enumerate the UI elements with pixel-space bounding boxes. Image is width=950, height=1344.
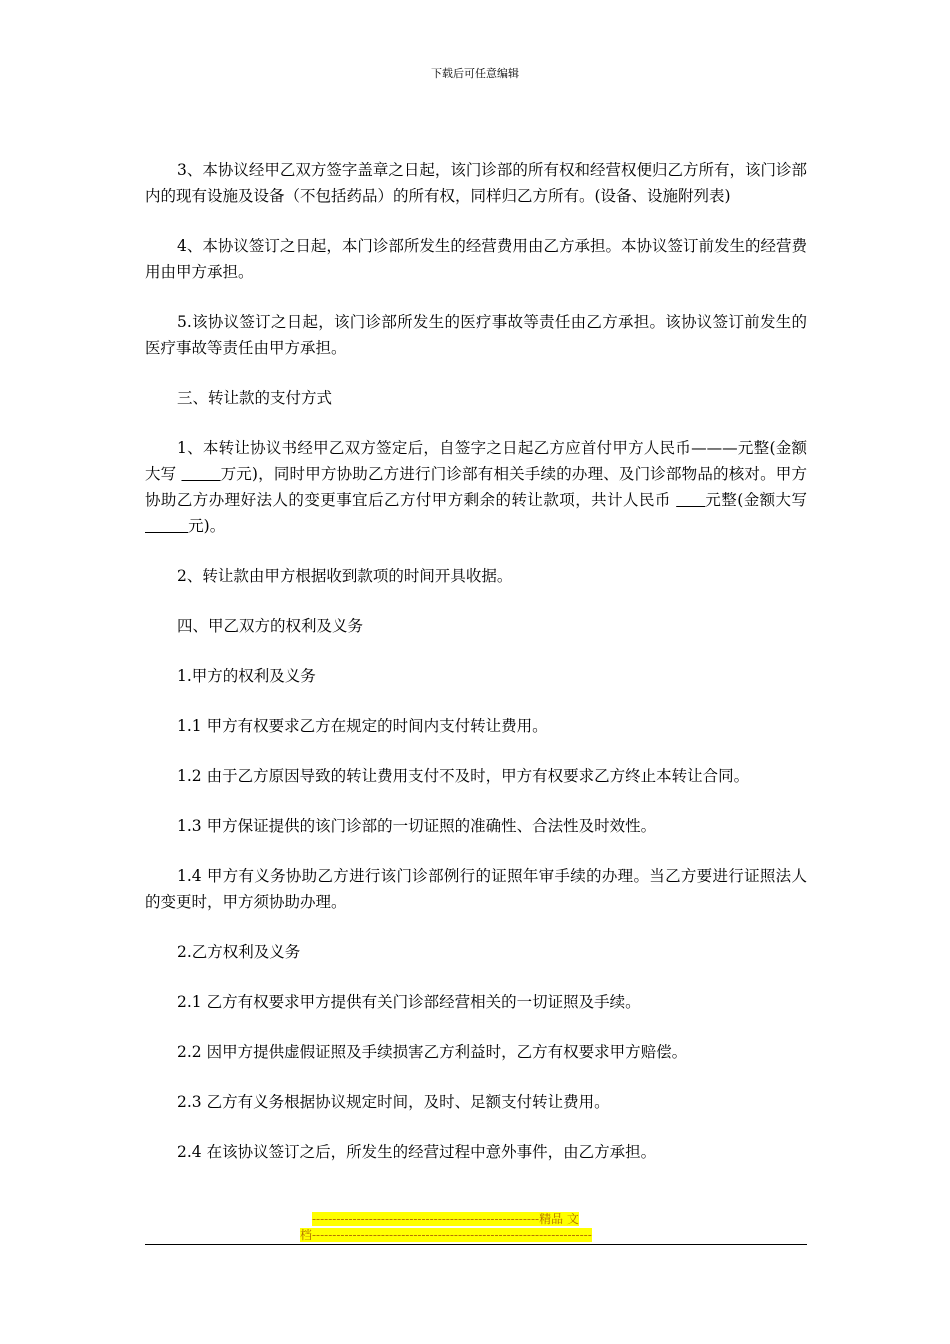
subheading-party-a: 1.甲方的权利及义务: [177, 667, 316, 685]
paragraph-1-2: 1.2 由于乙方原因导致的转让费用支付不及时，甲方有权要求乙方终止本转让合同。: [177, 767, 750, 785]
amount-blank-2: [676, 490, 705, 509]
payment-text-2: 万元)，同时甲方协助乙方进行门诊部有相关手续的办理、及门诊部物品的核对。甲方协助乙方办理好法人的变更事宜后乙方付甲方剩余的转让款项，共计人民币: [145, 465, 807, 509]
paragraph-1-3: 1.3 甲方保证提供的该门诊部的一切证照的准确性、合法性及时效性。: [177, 817, 657, 835]
footer-line-1: [300, 1211, 652, 1227]
paragraph-2-3: 2.3 乙方有义务根据协议规定时间，及时、足额支付转让费用。: [177, 1093, 610, 1111]
paragraph-2-4: 2.4 在该协议签订之后，所发生的经营过程中意外事件，由乙方承担。: [177, 1143, 657, 1161]
payment-text-4: 元)。: [188, 517, 226, 535]
paragraph-2-1: 2.1 乙方有权要求甲方提供有关门诊部经营相关的一切证照及手续。: [177, 993, 641, 1011]
paragraph-clause-5: 5.该协议签订之日起，该门诊部所发生的医疗事故等责任由乙方承担。该协议签订前发生的医疗事故等责任由甲方承担。: [145, 313, 807, 357]
footer-text-2: 档---------------------------------------------------------------------: [300, 1228, 592, 1242]
amount-blank-1: [181, 464, 220, 483]
amount-blank-3: [145, 516, 188, 535]
footer-rule: [145, 1244, 807, 1245]
paragraph-payment-1: [145, 435, 807, 539]
page-footer-watermark: [300, 1211, 652, 1243]
paragraph-clause-3: 3、本协议经甲乙双方签字盖章之日起，该门诊部的所有权和经营权便归乙方所有，该门诊部内的现有设施及设备（不包括药品）的所有权，同样归乙方所有。(设备、设施附列表): [145, 161, 807, 205]
footer-line-2: [300, 1227, 652, 1243]
paragraph-1-1: 1.1 甲方有权要求乙方在规定的时间内支付转让费用。: [177, 717, 548, 735]
document-body: [145, 157, 807, 1189]
section-heading-rights: 四、甲乙双方的权利及义务: [177, 617, 364, 635]
paragraph-1-4: 1.4 甲方有义务协助乙方进行该门诊部例行的证照年审手续的办理。当乙方要进行证照法人的变更时，甲方须协助办理。: [145, 867, 807, 911]
page-header: 下载后可任意编辑: [431, 67, 519, 80]
paragraph-clause-4: 4、本协议签订之日起，本门诊部所发生的经营费用由乙方承担。本协议签订前发生的经营费用由甲方承担。: [145, 237, 807, 281]
paragraph-2-2: 2.2 因甲方提供虚假证照及手续损害乙方利益时，乙方有权要求甲方赔偿。: [177, 1043, 688, 1061]
subheading-party-b: 2.乙方权利及义务: [177, 943, 301, 961]
payment-text-1: 1、本转让协议书经甲乙双方签定后，自签字之日起乙方应首付甲方人民币———元整(金额大写: [145, 439, 807, 483]
payment-text-3: 元整(金额大写: [705, 491, 807, 509]
paragraph-payment-2: 2、转让款由甲方根据收到款项的时间开具收据。: [177, 567, 513, 585]
section-heading-payment: 三、转让款的支付方式: [177, 389, 333, 407]
footer-text-1: --------------------------------------------------------精品 文: [312, 1212, 579, 1226]
